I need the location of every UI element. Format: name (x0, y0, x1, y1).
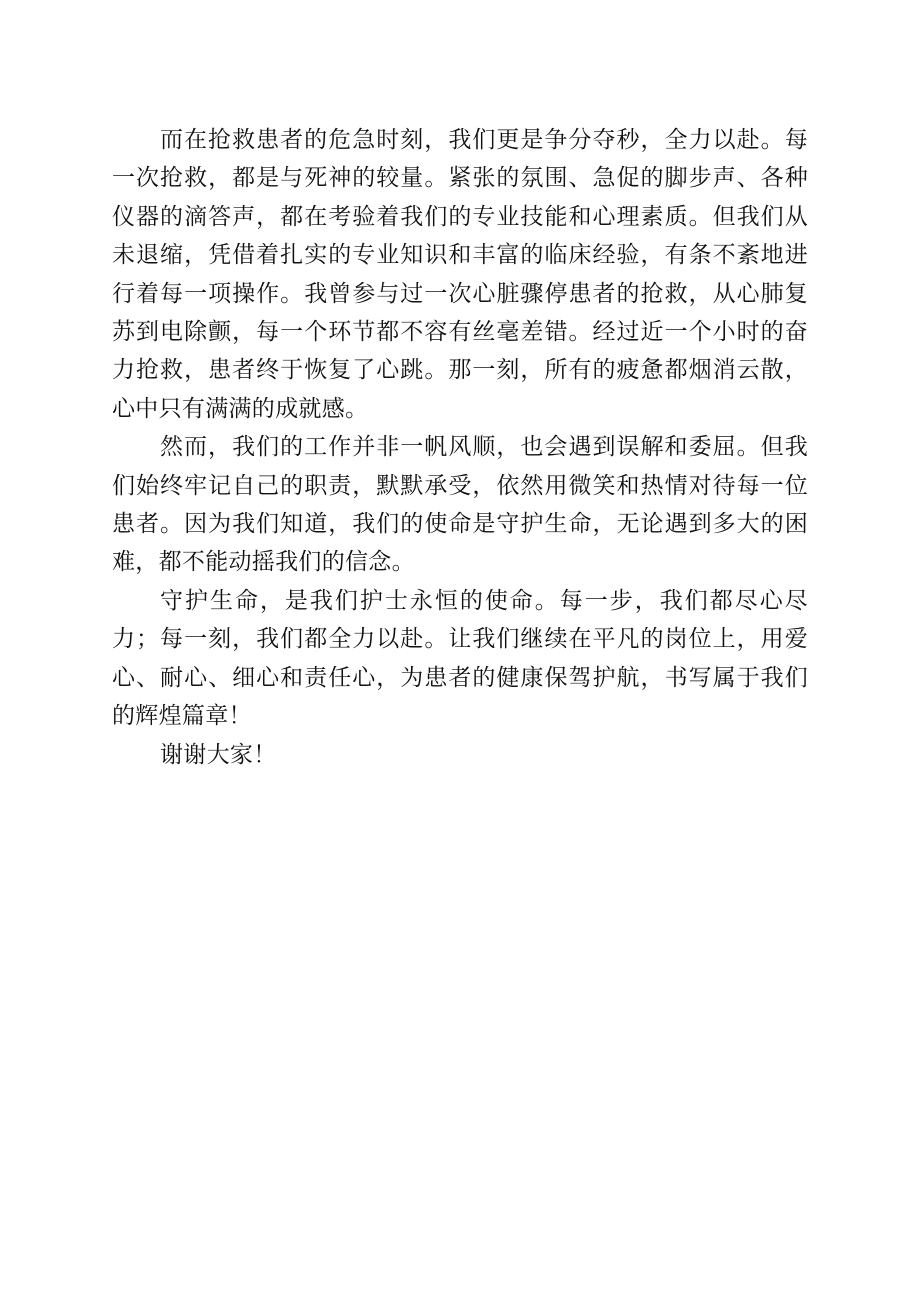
paragraph-mission: 守护生命，是我们护士永恒的使命。每一步，我们都尽心尽力；每一刻，我们都全力以赴。让我们继续在平凡的岗位上，用爱心、耐心、细心和责任心，为患者的健康保驾护航，书写属于我们的辉煌篇章！ (112, 587, 808, 730)
paragraph-rescue: 而在抢救患者的危急时刻，我们更是争分夺秒，全力以赴。每一次抢救，都是与死神的较量。紧张的氛围、急促的脚步声、各种仪器的滴答声，都在考验着我们的专业技能和心理素质。但我们从未退缩，凭借着扎实的专业知识和丰富的临床经验，有条不紊地进行着每一项操作。我曾参与过一次心脏骤停患者的抢救，从心肺复苏到电除颤，每一个环节都不容有丝毫差错。经过近一个小时的奋力抢救，患者终于恢复了心跳。那一刻，所有的疲惫都烟消云散，心中只有满满的成就感。 (112, 127, 808, 422)
paragraph-thanks: 谢谢大家！ (160, 741, 277, 768)
document-body (112, 121, 808, 774)
paragraph-grievances: 然而，我们的工作并非一帆风顺，也会遇到误解和委屈。但我们始终牢记自己的职责，默默承受，依然用微笑和热情对待每一位患者。因为我们知道，我们的使命是守护生命，无论遇到多大的困难，都不能动摇我们的信念。 (112, 434, 808, 576)
